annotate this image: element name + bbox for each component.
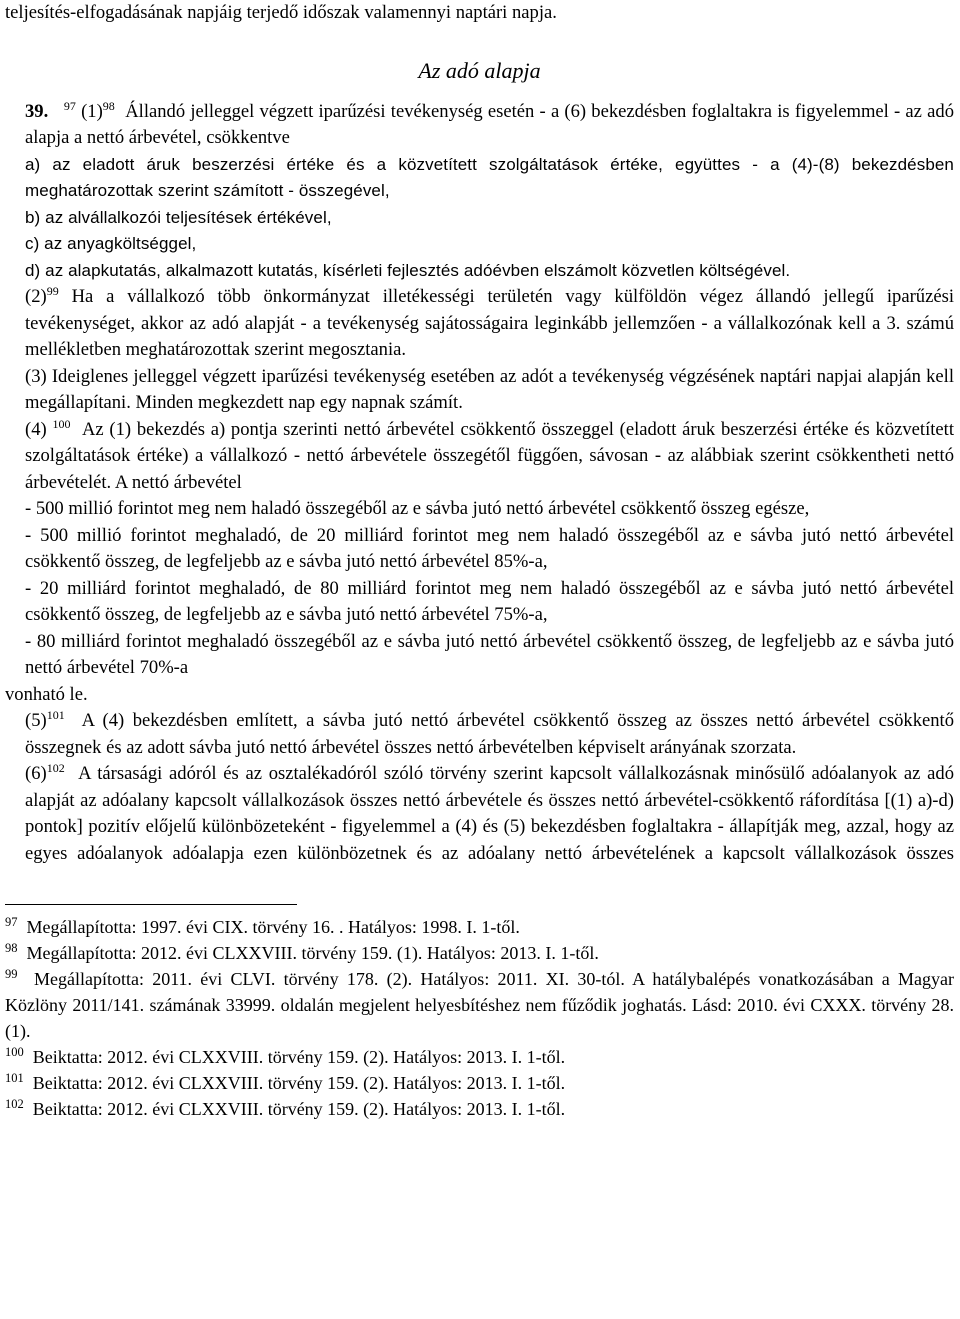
paragraph-4-closing: vonható le. (5, 683, 88, 705)
paragraph-4 (5, 417, 954, 497)
footnote-ref-100[interactable]: 100 (52, 416, 71, 431)
paragraph-6-label: (6) (25, 763, 47, 784)
band-1: - 500 millió forintot meg nem haladó összegéből az e sávba jutó nettó árbevétel csökkentő összeg egésze, (25, 498, 810, 519)
band-3: - 20 milliárd forintot meghaladó, de 80 milliárd forintot meg nem haladó összegéből az e sávba jutó nettó árbevétel csökkentő összeg, de legfeljebb az e sávba jutó nettó árbevétel 75%-a, (25, 577, 954, 625)
footnote-100 (5, 1044, 954, 1070)
section-number: 39. (25, 100, 49, 122)
footnote-97 (5, 914, 954, 940)
paragraph-2-label: (2) (25, 286, 47, 307)
footnotes (5, 914, 954, 1122)
paragraph-3-text: Ideiglenes jelleggel végzett iparűzési tevékenység esetében az adót a tevékenység végzésének naptári napjai alapján kell megállapítani. Minden megkezdett nap egy napnak számít. (25, 365, 954, 413)
item-a: a) az eladott áruk beszerzési értéke és a közvetített szolgáltatások értéke, együttes - a (4)-(8) bekezdésben meghatározottak szerint számított - összegével, (25, 154, 954, 200)
footnote-number: 101 (5, 1071, 24, 1085)
footnote-text: Megállapította: 2012. évi CLXXVIII. törvény 159. (1). Hatályos: 2013. I. 1-től. (26, 943, 599, 963)
footnote-ref-98[interactable]: 98 (102, 98, 115, 113)
footnote-number: 102 (5, 1097, 24, 1111)
footnote-text: Beiktatta: 2012. évi CLXXVIII. törvény 159. (2). Hatályos: 2013. I. 1-től. (32, 1073, 566, 1093)
footnote-number: 99 (5, 967, 18, 981)
paragraph-4-label: (4) (25, 418, 47, 440)
footnote-number: 98 (5, 941, 18, 955)
paragraph-2 (5, 284, 954, 364)
paragraph-3 (5, 364, 954, 417)
paragraph-6-text: A társasági adóról és az osztalékadóról szóló törvény szerint kapcsolt vállalkozásnak minősülő adóalanyok az adó alapját az adóalany kapcsolt vállalkozások összes nettó árbevétele és összes nettó árbevétel-csökkentő ráfordítása [(1) a)-d) pontok] pozitív előjelű különbözeteként - figyelemmel a (4) és (5) bekezdésben foglaltakra - állapítják meg, azzal, hogy az egyes adóalanyok adóalapja ezen különbözetnek és az adóalany nettó árbevételének a kapcsolt vállalkozások összes (25, 763, 954, 864)
footnote-text: Beiktatta: 2012. évi CLXXVIII. törvény 159. (2). Hatályos: 2013. I. 1-től. (32, 1099, 566, 1119)
band-4: - 80 milliárd forintot meghaladó összegéből az e sávba jutó nettó árbevétel csökkentő összeg, de legfeljebb az e sávba jutó nettó árbevétel 70%-a (25, 630, 954, 678)
footnote-separator (5, 904, 297, 905)
paragraph-1-items (5, 152, 954, 285)
item-d: d) az alapkutatás, alkalmazott kutatás, kísérleti fejlesztés adóévben elszámolt közvetlen költségével. (25, 260, 791, 280)
footnote-ref-97[interactable]: 97 (63, 98, 76, 113)
footnote-ref-99[interactable]: 99 (46, 283, 59, 298)
footnote-text: Megállapította: 1997. évi CIX. törvény 16. . Hatályos: 1998. I. 1-től. (26, 917, 520, 937)
footnote-101 (5, 1070, 954, 1096)
footnote-text: Beiktatta: 2012. évi CLXXVIII. törvény 159. (2). Hatályos: 2013. I. 1-től. (32, 1047, 566, 1067)
paragraph-5 (5, 708, 954, 761)
paragraph-4-text: Az (1) bekezdés a) pontja szerinti nettó árbevétel csökkentő összeggel (eladott áruk beszerzési értéke és közvetített szolgáltatások értéke) a vállalkozó - nettó árbevétele összegétől függően, sávosan - az alábbiak szerint csökkentheti nettó árbevételét. A nettó árbevétel (25, 418, 955, 493)
band-2: - 500 millió forintot meghaladó, de 20 milliárd forintot meg nem haladó összegéből az e sávba jutó nettó árbevétel csökkentő összeg, de legfeljebb az e sávba jutó nettó árbevétel 85%-a, (25, 524, 954, 572)
footnote-102 (5, 1096, 954, 1122)
paragraph-1-label: (1) (81, 100, 103, 122)
footnote-99 (5, 966, 954, 1044)
paragraph-5-text: A (4) bekezdésben említett, a sávba jutó nettó árbevétel csökkentő összeg az összes nettó árbevétel csökkentő összegnek és az adott sávba jutó nettó árbevétel összes nettó árbevételben képviselt arányának szorzata. (25, 710, 954, 758)
paragraph-6 (5, 761, 954, 867)
item-b: b) az alvállalkozói teljesítések értékével, (25, 207, 332, 227)
paragraph-2-text: Ha a vállalkozó több önkormányzat illetékességi területén vagy külföldön végez állandó jellegű iparűzési tevékenységet, akkor az adó alapját - a tevékenység sajátosságaira leginkább jellemzően - a vállalkozónak kell a 3. számú mellékletben meghatározottak szerint megosztania. (25, 286, 954, 360)
paragraph-3-label: (3) (25, 365, 47, 387)
item-c: c) az anyagköltséggel, (25, 234, 197, 253)
top-line: teljesítés-elfogadásának napjáig terjedő időszak valamennyi naptári napja. (5, 2, 557, 23)
footnote-number: 97 (5, 915, 18, 929)
paragraph-1-intro-text: Állandó jelleggel végzett iparűzési tevékenység esetén - a (6) bekezdésben foglaltakra is figyelemmel - az adó alapja a nettó árbevétel, csökkentve (25, 100, 954, 148)
section-39 (5, 99, 954, 868)
footnote-ref-102[interactable]: 102 (46, 760, 65, 775)
paragraph-5-label: (5) (25, 710, 47, 731)
footnote-98 (5, 940, 954, 966)
footnote-text: Megállapította: 2011. évi CLVI. törvény 178. (2). Hatályos: 2011. XI. 30-tól. A hatálybalépés vonatkozásában a Magyar Közlöny 2011/141. számának 33999. oldalán megjelent helyesbítéshez nem fűződik joghatás. Lásd: 2010. évi CXXX. törvény 28. (1). (5, 969, 954, 1041)
footnote-ref-101[interactable]: 101 (46, 707, 65, 722)
section-heading: Az adó alapja (418, 57, 541, 83)
paragraph-1-intro (5, 99, 954, 152)
footnote-number: 100 (5, 1045, 24, 1059)
